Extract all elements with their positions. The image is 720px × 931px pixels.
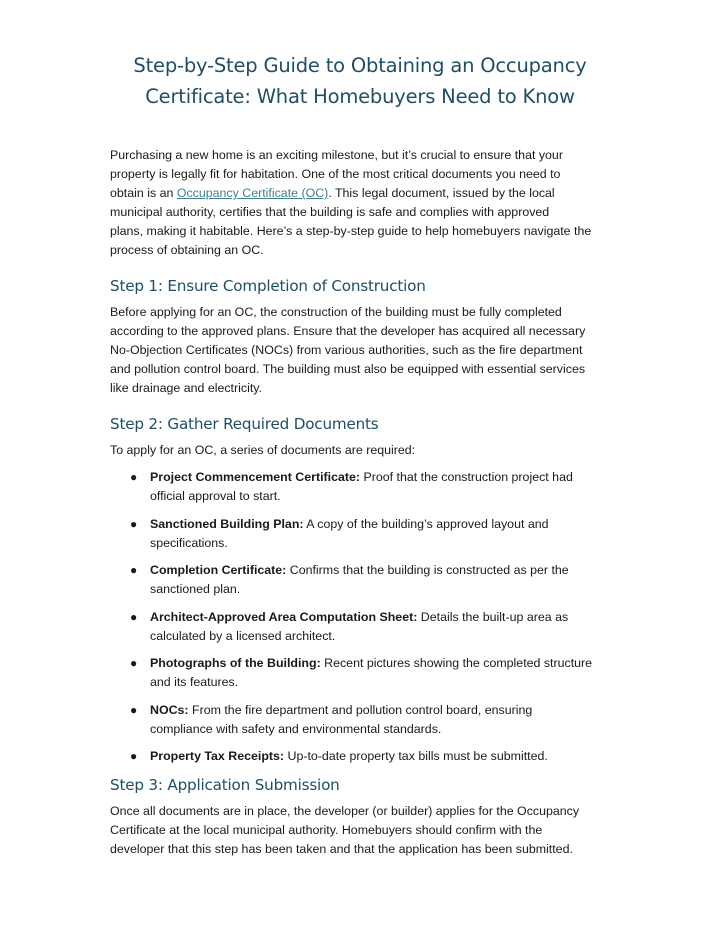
- list-item: [110, 561, 610, 599]
- paragraph-line: developer that this step has been taken and that the application has been submitted.: [110, 842, 573, 856]
- required-documents-list: [110, 468, 610, 766]
- list-item: [110, 654, 610, 692]
- list-item-text: Details the built-up area as: [417, 609, 569, 624]
- paragraph-line: Certificate at the local municipal authority. Homebuyers should confirm with the: [110, 823, 543, 837]
- page-title: [110, 50, 610, 112]
- list-item-label: Architect-Approved Area Computation Sheet:: [150, 609, 418, 624]
- list-item-line: sanctioned plan.: [150, 582, 241, 596]
- paragraph-line: according to the approved plans. Ensure that the developer has acquired all necessary: [110, 324, 586, 338]
- list-item: [110, 468, 610, 506]
- list-item-label: Photographs of the Building:: [150, 656, 321, 670]
- list-item-text: A copy of the building’s approved layout and: [303, 516, 549, 531]
- bullet-icon: ●: [130, 749, 138, 763]
- list-item-label: NOCs:: [150, 702, 189, 717]
- list-item-text: Recent pictures showing the completed structure: [320, 656, 593, 670]
- step-2-intro: To apply for an OC, a series of documents are required:: [110, 443, 416, 457]
- list-item-line: [150, 608, 610, 627]
- list-item-line: [150, 701, 610, 720]
- intro-line: municipal authority, certifies that the building is safe and complies with approved: [110, 205, 550, 219]
- bullet-icon: ●: [130, 702, 138, 717]
- bullet-icon: ●: [130, 516, 138, 531]
- intro-line: property is legally fit for habitation. One of the most critical documents you need to: [110, 167, 561, 181]
- list-item: [110, 515, 610, 553]
- list-item-line: [150, 515, 610, 534]
- list-item-line: [150, 561, 610, 580]
- list-item-label: Sanctioned Building Plan:: [150, 516, 304, 531]
- list-item-line: official approval to start.: [150, 489, 281, 503]
- list-item-text: Proof that the construction project had: [360, 470, 573, 484]
- list-item-text: Confirms that the building is constructed as per the: [286, 563, 569, 577]
- intro-line: plans, making it habitable. Here’s a step-by-step guide to help homebuyers navigate the: [110, 224, 592, 238]
- intro-text: obtain is an: [110, 186, 177, 200]
- occupancy-certificate-link[interactable]: Occupancy Certificate (OC): [176, 186, 329, 200]
- list-item: [110, 608, 610, 646]
- list-item-line: [150, 468, 610, 487]
- list-item: [110, 701, 610, 739]
- paragraph-line: and pollution control board. The building must also be equipped with essential services: [110, 362, 586, 376]
- intro-text: . This legal document, issued by the local: [328, 186, 555, 200]
- list-item-line: and its features.: [150, 675, 239, 689]
- list-item-line: calculated by a licensed architect.: [150, 628, 336, 643]
- bullet-icon: ●: [130, 656, 138, 670]
- paragraph-line: Once all documents are in place, the developer (or builder) applies for the Occupancy: [110, 804, 580, 818]
- step-3-heading: Step 3: Application Submission: [110, 776, 340, 794]
- step-3-paragraph: [110, 802, 610, 859]
- list-item-line: [150, 747, 610, 766]
- title-line-1: Step-by-Step Guide to Obtaining an Occupancy: [133, 54, 587, 77]
- paragraph-line: like drainage and electricity.: [110, 381, 262, 395]
- paragraph-line: No-Objection Certificates (NOCs) from various authorities, such as the fire department: [110, 343, 583, 357]
- list-item-line: compliance with safety and environmental standards.: [150, 721, 442, 736]
- intro-line: process of obtaining an OC.: [110, 243, 264, 257]
- intro-line: Purchasing a new home is an exciting milestone, but it’s crucial to ensure that your: [110, 148, 563, 162]
- list-item-line: specifications.: [150, 535, 228, 550]
- bullet-icon: ●: [130, 563, 138, 577]
- list-item-label: Completion Certificate:: [150, 563, 287, 577]
- list-item-text: From the fire department and pollution control board, ensuring: [188, 702, 533, 717]
- intro-line: [110, 184, 610, 203]
- title-line-2: Certificate: What Homebuyers Need to Know: [145, 85, 575, 108]
- list-item-text: Up-to-date property tax bills must be submitted.: [284, 749, 548, 763]
- list-item-label: Project Commencement Certificate:: [150, 470, 361, 484]
- bullet-icon: ●: [130, 609, 138, 624]
- step-2-heading: Step 2: Gather Required Documents: [110, 415, 379, 433]
- step-1-paragraph: [110, 303, 610, 398]
- document-page: [110, 0, 610, 859]
- list-item-label: Property Tax Receipts:: [150, 749, 285, 763]
- list-item-line: [150, 654, 610, 673]
- paragraph-line: Before applying for an OC, the construction of the building must be fully completed: [110, 305, 562, 319]
- bullet-icon: ●: [130, 470, 138, 484]
- step-1-heading: Step 1: Ensure Completion of Construction: [110, 277, 426, 295]
- intro-paragraph: [110, 146, 610, 260]
- list-item: [110, 747, 610, 766]
